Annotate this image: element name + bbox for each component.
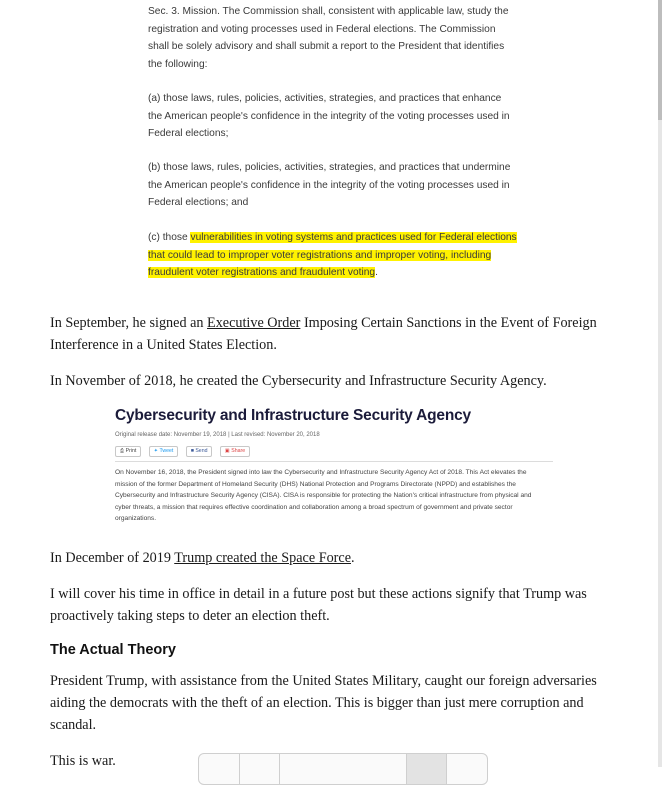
cisa-divider [115,461,553,462]
excerpt-item-c [148,229,518,282]
december-text-after: . [351,550,355,566]
cisa-title: Cybersecurity and Infrastructure Security Agency [115,407,471,424]
share-button[interactable] [220,446,250,457]
embed-column-divider [406,754,407,784]
scrollbar-thumb[interactable] [658,0,662,120]
cisa-body-text: On November 16, 2018, the President signed into law the Cybersecurity and Infrastructure Security Agency Act of 2018. This Act elevates the mission of the former Department of Homeland Security (DHS) National Protection and Programs Directorate (NPPD) and establishes the Cybersecurity and Infrastructure Security Agency (CISA). CISA is responsible for protecting the Nation's critical infrastructure from physical and cyber threats, a mission that requires effective coordination and collaboration among a broad spectrum of government and private sector organizations. [115,469,532,522]
tweet-button-label: Tweet [159,448,174,454]
space-force-link[interactable]: Trump created the Space Force [174,550,351,566]
section-heading: The Actual Theory [50,642,176,658]
send-button-label: Send [195,448,208,454]
tweet-button[interactable] [149,446,179,457]
share-button-label: Share [231,448,246,454]
embedded-media-frame[interactable] [198,753,488,785]
excerpt-item-c-suffix: . [375,267,378,278]
twitter-icon: ✦ [153,448,159,454]
cover-paragraph: I will cover his time in office in detail in a future post but these actions signify that Trump was proactively taking steps to deter an election theft. [50,586,587,624]
cisa-share-buttons [115,446,253,456]
cisa-announcement-image [113,400,553,530]
print-icon: ⎙ [120,448,125,454]
embed-column-divider [446,754,447,784]
embed-header-shade [406,754,446,784]
theory-paragraph: President Trump, with assistance from the United States Military, caught our foreign adversaries aiding the democrats with the theft of an election. This is bigger than just mere corruption and scandal. [50,673,597,733]
war-paragraph: This is war. [50,753,116,769]
print-button-label: Print [125,448,137,454]
excerpt-item-b: (b) those laws, rules, policies, activities, strategies, and practices that undermine the American people's confidence in the integrity of the voting processes used in Federal elections; and [148,162,511,208]
send-button[interactable] [186,446,213,457]
excerpt-highlight: vulnerabilities in voting systems and practices used for Federal elections that could lead to improper voter registrations and improper voting, including fraudulent voter registrations and fraudulent voting [148,232,517,278]
embed-column-divider [279,754,280,784]
september-paragraph [50,312,610,356]
cisa-release-date: Original release date: November 19, 2018 | Last revised: November 20, 2018 [115,432,320,438]
facebook-icon: ■ [190,448,194,454]
executive-order-link[interactable]: Executive Order [207,315,301,331]
print-button[interactable] [115,446,141,457]
share-icon: ▣ [224,448,230,454]
september-text-after: Imposing Certain Sanctions in the Event of Foreign Interference in a United States Election. [50,315,597,353]
excerpt-mission: Sec. 3. Mission. The Commission shall, consistent with applicable law, study the registration and voting processes used in Federal elections. The Commission shall be solely advisory and shall submit a report to the President that identifies the following: [148,6,509,70]
november-paragraph: In November of 2018, he created the Cybersecurity and Infrastructure Security Agency. [50,373,547,389]
embed-column-divider [239,754,240,784]
excerpt-item-c-prefix: (c) those [148,232,191,243]
december-text-before: In December of 2019 [50,550,175,566]
excerpt-item-a: (a) those laws, rules, policies, activities, strategies, and practices that enhance the American people's confidence in the integrity of the voting processes used in Federal elections; [148,93,510,139]
december-paragraph [50,547,610,569]
september-text-before: In September, he signed an [50,315,208,331]
